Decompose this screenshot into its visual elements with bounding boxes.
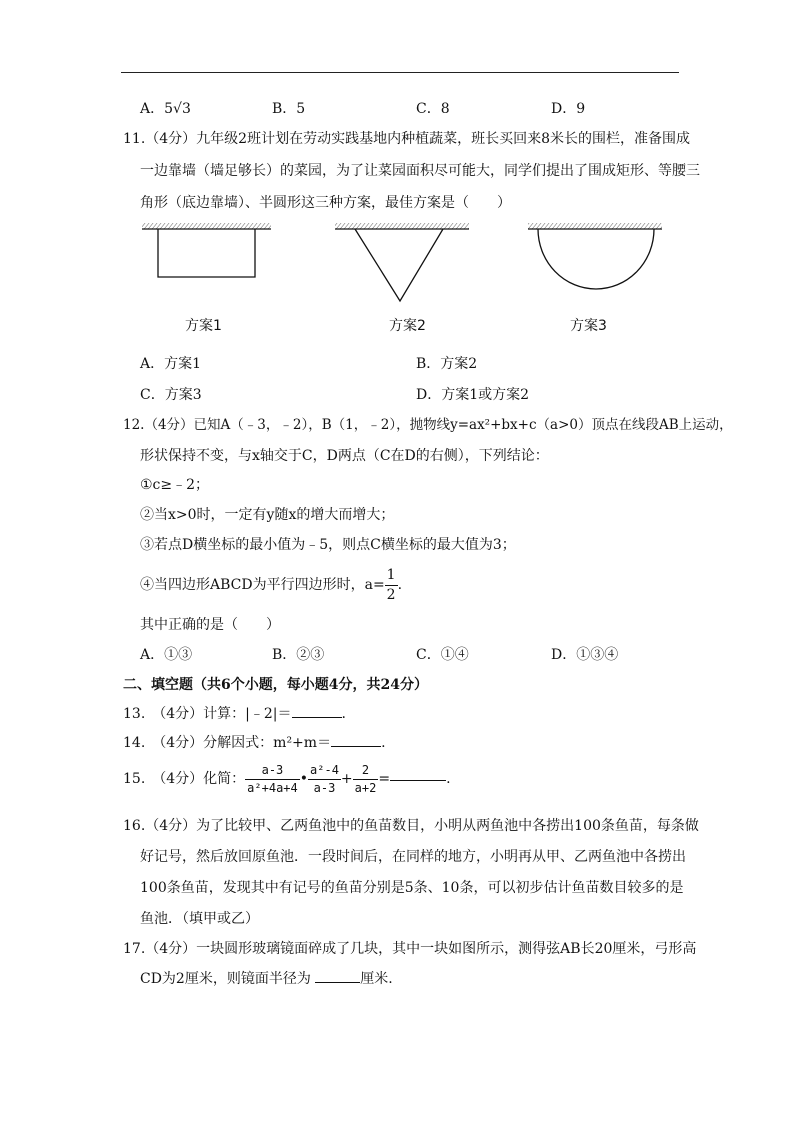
q15: 15. （4分）化简： $\frac{a-3}{\text{a²+4a+4}}$ • $\frac{\text{a²-4}}{a-3}$ + $\frac{2}{a+2}$ = .	[123, 763, 451, 796]
q14-answer-blank	[331, 745, 381, 747]
q10-option-b: B．5	[272, 101, 306, 117]
q13-answer-blank	[292, 716, 342, 718]
plan2-figure	[335, 223, 469, 301]
q16-line-1: 16.（4分）为了比较甲、乙两鱼池中的鱼苗数目，小明从两鱼池中各捞出100条鱼苗，每条做	[123, 818, 699, 834]
q11-option-c: C．方案3	[140, 387, 202, 403]
q12-item-2: ②当x>0时，一定有y随x的增大而增大；	[140, 507, 395, 523]
q10-option-a-value: 5√3	[164, 101, 191, 117]
q11-figures	[0, 0, 800, 340]
q12-item4-numerator: 1	[386, 567, 396, 583]
q12-item-4: ④当四边形ABCD为平行四边形时，a= $\frac{1}{2}$ .	[140, 567, 403, 604]
q15-answer-blank	[390, 779, 446, 781]
q15-fraction-1: $\frac{a-3}{\text{a²+4a+4}}$	[247, 763, 298, 796]
q11-line-3: 角形（底边靠墙）、半圆形这三种方案，最佳方案是（ ）	[140, 195, 511, 211]
q13: 13. （4分）计算：|﹣2|＝ .	[123, 706, 346, 722]
q10-option-a: A．5√3	[140, 101, 191, 117]
q10-option-c: C．8	[416, 101, 450, 117]
q15-fraction-3: $\frac{2}{a+2}$	[354, 763, 377, 796]
q11-line-2: 一边靠墙（墙足够长）的菜园，为了让菜园面积尽可能大，同学们提出了围成矩形、等腰三	[140, 163, 700, 179]
q12-line-1: 12.（4分）已知A（﹣3，﹣2），B（1，﹣2），抛物线y=ax²+bx+c（a>0）顶点在线段AB上运动，	[123, 417, 733, 433]
q10-option-d: D．9	[551, 101, 586, 117]
q11-line-1: 11.（4分）九年级2班计划在劳动实践基地内种植蔬菜，班长买回来8米长的围栏，准备围成	[123, 131, 690, 147]
q12-line-2: 形状保持不变，与x轴交于C，D两点（C在D的右侧），下列结论：	[140, 448, 549, 464]
q16-line-3: 100条鱼苗，发现其中有记号的鱼苗分别是5条、10条，可以初步估计鱼苗数目较多的是	[140, 880, 684, 896]
q17-line-1: 17.（4分）一块圆形玻璃镜面碎成了几块，其中一块如图所示，测得弦AB长20厘米，弓形高	[123, 941, 697, 957]
q11-option-d: D．方案1或方案2	[416, 387, 530, 403]
q15-fraction-2: $\frac{\text{a²-4}}{a-3}$	[310, 763, 339, 796]
q16-line-4: 鱼池．（填甲或乙）	[140, 911, 259, 927]
section-2-title: 二、填空题（共6个小题，每小题4分，共24分）	[123, 677, 428, 693]
q12-item4-denominator: 2	[386, 587, 396, 604]
q12-option-b: B．②③	[272, 647, 325, 663]
plan2-label: 方案2	[389, 318, 426, 334]
q11-option-b: B．方案2	[416, 356, 478, 372]
plan3-label: 方案3	[570, 318, 607, 334]
q16-line-2: 好记号，然后放回原鱼池．一段时间后，在同样的地方，小明再从甲、乙两鱼池中各捞出	[140, 849, 686, 865]
q12-item-1: ①c≥﹣2；	[140, 477, 210, 493]
q12-item-3: ③若点D横坐标的最小值为﹣5，则点C横坐标的最大值为3；	[140, 537, 516, 553]
q12-prompt: 其中正确的是（ ）	[140, 617, 280, 633]
q12-option-c: C．①④	[416, 647, 469, 663]
q11-option-a: A．方案1	[140, 356, 202, 372]
q12-option-d: D．①③④	[551, 647, 619, 663]
plan3-figure	[528, 223, 662, 289]
plan1-figure	[142, 223, 271, 277]
q14: 14. （4分）分解因式：m²+m＝ .	[123, 735, 386, 751]
q17-answer-blank	[315, 981, 360, 983]
q12-option-a: A．①③	[140, 647, 193, 663]
q17-line-2: CD为2厘米，则镜面半径为 厘米.	[140, 971, 393, 987]
plan1-label: 方案1	[185, 318, 222, 334]
